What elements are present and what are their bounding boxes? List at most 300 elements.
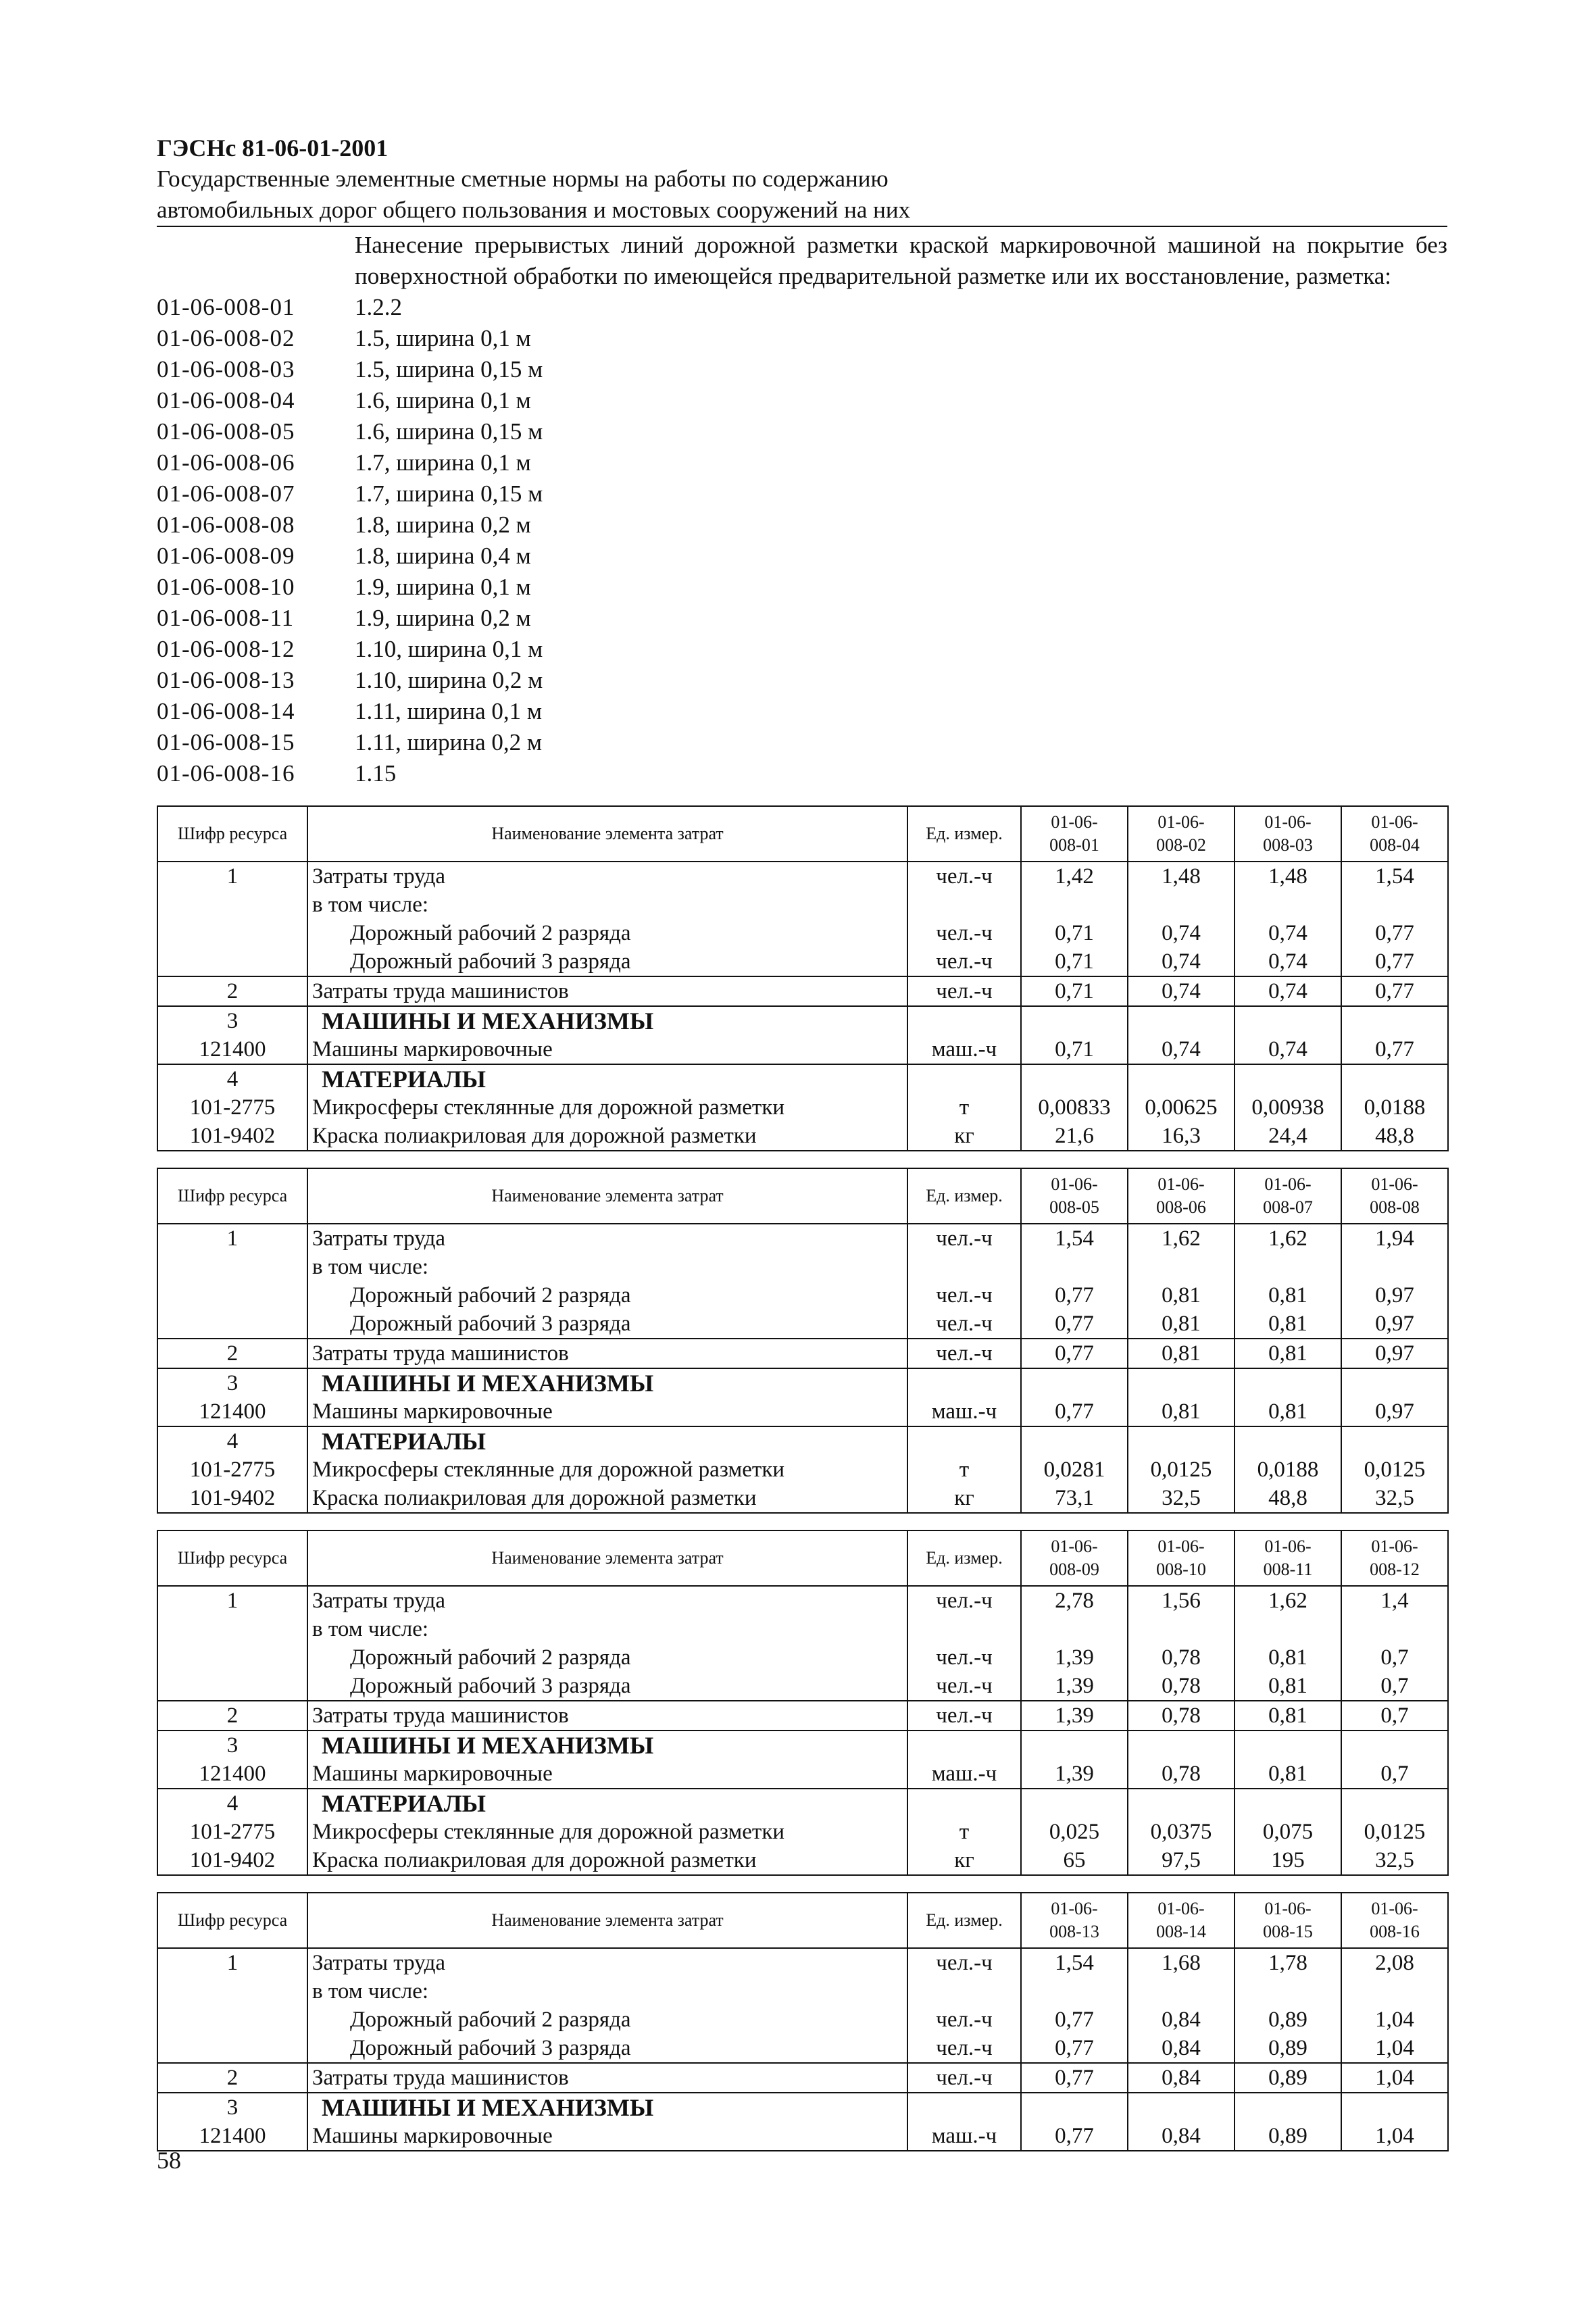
table-row (157, 1339, 1448, 1368)
header-resource-code: Шифр ресурса (157, 806, 307, 862)
unit: т (907, 1818, 1021, 1846)
norm-code: 01-06-008-10 (157, 574, 295, 600)
unit: маш.-ч (907, 1760, 1021, 1789)
unit (907, 1064, 1021, 1093)
resource-code: 1 (157, 1948, 307, 1977)
norm-value: 0,89 (1235, 2063, 1341, 2093)
norm-value: 0,075 (1235, 1818, 1341, 1846)
norm-value (1235, 1006, 1341, 1035)
resource-code (157, 1281, 307, 1310)
norm-value (1128, 1789, 1235, 1818)
norm-value: 0,025 (1021, 1818, 1128, 1846)
norm-value: 0,77 (1021, 2034, 1128, 2063)
unit: чел.-ч (907, 2034, 1021, 2063)
element-name: Дорожный рабочий 2 разряда (307, 2006, 907, 2034)
table-row (157, 2063, 1448, 2093)
table-header-row (157, 1893, 1448, 1948)
table-row (157, 1615, 1448, 1643)
unit: маш.-ч (907, 1397, 1021, 1426)
table-row (157, 1731, 1448, 1760)
element-name: МАТЕРИАЛЫ (307, 1789, 907, 1818)
norm-value: 0,77 (1021, 1281, 1128, 1310)
header-norm-code (1021, 1168, 1128, 1224)
table-header-row (157, 1530, 1448, 1586)
norm-value: 16,3 (1128, 1122, 1235, 1151)
norm-value: 0,74 (1128, 976, 1235, 1006)
norm-description: 1.6, ширина 0,15 м (355, 418, 543, 445)
norm-value: 65 (1021, 1846, 1128, 1875)
unit: чел.-ч (907, 1310, 1021, 1339)
norm-value: 21,6 (1021, 1122, 1128, 1151)
norm-value (1021, 1615, 1128, 1643)
table-header-row (157, 1168, 1448, 1224)
norm-value (1128, 2093, 1235, 2122)
norm-code-row (157, 354, 1447, 385)
norm-description: 1.5, ширина 0,15 м (355, 356, 543, 382)
norm-value: 0,00938 (1235, 1093, 1341, 1122)
norm-value: 0,74 (1235, 919, 1341, 947)
page-number: 58 (157, 2147, 181, 2174)
norm-value (1235, 1789, 1341, 1818)
header-element-name: Наименование элемента затрат (307, 806, 907, 862)
norm-value: 0,84 (1128, 2006, 1235, 2034)
norm-value: 0,89 (1235, 2122, 1341, 2151)
header-norm-code-line-2: 008-02 (1156, 835, 1206, 855)
norm-value: 0,84 (1128, 2122, 1235, 2151)
norm-value: 1,78 (1235, 1948, 1341, 1977)
table-row (157, 1977, 1448, 2006)
header-norm-code (1021, 1530, 1128, 1586)
table-row (157, 891, 1448, 919)
resource-code: 101-9402 (157, 1122, 307, 1151)
element-name: Дорожный рабочий 3 разряда (307, 2034, 907, 2063)
table-row (157, 1818, 1448, 1846)
norm-value (1021, 1789, 1128, 1818)
resource-code: 1 (157, 1586, 307, 1615)
header-norm-code (1128, 806, 1235, 862)
norm-value: 0,84 (1128, 2034, 1235, 2063)
element-name: в том числе: (307, 891, 907, 919)
resource-code: 2 (157, 2063, 307, 2093)
header-norm-code-line-2: 008-14 (1156, 1922, 1206, 1941)
element-name: МАШИНЫ И МЕХАНИЗМЫ (307, 1731, 907, 1760)
header-norm-code-line-2: 008-03 (1263, 835, 1313, 855)
norm-description: 1.2.2 (355, 294, 402, 320)
header-norm-code-line-2: 008-09 (1049, 1560, 1099, 1579)
norm-value (1235, 1064, 1341, 1093)
unit: кг (907, 1846, 1021, 1875)
norm-value: 0,77 (1341, 947, 1448, 976)
norm-value: 1,62 (1128, 1224, 1235, 1253)
element-name: Затраты труда (307, 1586, 907, 1615)
norm-value (1128, 1368, 1235, 1397)
element-name: Дорожный рабочий 2 разряда (307, 919, 907, 947)
norm-value (1341, 1615, 1448, 1643)
norm-value: 1,42 (1021, 862, 1128, 891)
document-code: ГЭСНс 81-06-01-2001 (157, 134, 389, 161)
norm-value (1235, 1615, 1341, 1643)
norm-code-row (157, 509, 1447, 541)
header-norm-code (1341, 806, 1448, 862)
resource-code (157, 1977, 307, 2006)
norm-value: 2,08 (1341, 1948, 1448, 1977)
norm-value: 0,97 (1341, 1310, 1448, 1339)
resource-table (157, 1168, 1449, 1514)
norm-value (1235, 1253, 1341, 1281)
table-row (157, 1368, 1448, 1397)
resource-code: 3 (157, 1006, 307, 1035)
norm-value (1021, 1368, 1128, 1397)
norm-value: 0,81 (1235, 1701, 1341, 1731)
norm-value (1341, 1977, 1448, 2006)
unit: кг (907, 1484, 1021, 1513)
header-norm-code-line-2: 008-12 (1370, 1560, 1420, 1579)
norm-value: 1,48 (1128, 862, 1235, 891)
norm-value (1341, 2093, 1448, 2122)
element-name: Краска полиакриловая для дорожной разметки (307, 1846, 907, 1875)
resource-code: 2 (157, 1701, 307, 1731)
norm-value (1128, 1064, 1235, 1093)
norm-value (1128, 1731, 1235, 1760)
norm-description: 1.6, ширина 0,1 м (355, 387, 531, 414)
header-norm-code-line-1: 01-06- (1371, 812, 1418, 832)
norm-value: 0,74 (1128, 1035, 1235, 1064)
norm-value: 97,5 (1128, 1846, 1235, 1875)
norm-value (1235, 2093, 1341, 2122)
element-name: Дорожный рабочий 3 разряда (307, 947, 907, 976)
norm-value: 0,7 (1341, 1760, 1448, 1789)
element-name: МАТЕРИАЛЫ (307, 1426, 907, 1455)
header-norm-code-line-2: 008-10 (1156, 1560, 1206, 1579)
norm-value: 0,0188 (1235, 1455, 1341, 1484)
element-name: Дорожный рабочий 2 разряда (307, 1643, 907, 1672)
element-name: Машины маркировочные (307, 1397, 907, 1426)
element-name: Машины маркировочные (307, 2122, 907, 2151)
norm-value (1128, 1006, 1235, 1035)
norm-description: 1.7, ширина 0,15 м (355, 480, 543, 507)
unit: кг (907, 1122, 1021, 1151)
resource-code: 2 (157, 976, 307, 1006)
norm-value: 0,74 (1235, 947, 1341, 976)
element-name: Краска полиакриловая для дорожной разметки (307, 1122, 907, 1151)
resource-code (157, 1643, 307, 1672)
header-norm-code-line-1: 01-06- (1157, 1537, 1205, 1556)
header-norm-code-line-2: 008-06 (1156, 1197, 1206, 1217)
resource-code (157, 2034, 307, 2063)
norm-value: 0,71 (1021, 976, 1128, 1006)
norm-value (1235, 891, 1341, 919)
norm-value: 1,54 (1021, 1948, 1128, 1977)
unit: маш.-ч (907, 1035, 1021, 1064)
resource-code: 1 (157, 1224, 307, 1253)
norm-code-row (157, 385, 1447, 416)
table-row (157, 1484, 1448, 1513)
norm-value: 0,71 (1021, 919, 1128, 947)
unit (907, 1368, 1021, 1397)
unit (907, 1789, 1021, 1818)
norm-value: 0,81 (1235, 1339, 1341, 1368)
header-norm-code-line-2: 008-15 (1263, 1922, 1313, 1941)
table-header-row (157, 806, 1448, 862)
element-name: МАШИНЫ И МЕХАНИЗМЫ (307, 2093, 907, 2122)
table-row (157, 1701, 1448, 1731)
norm-value: 0,0125 (1341, 1818, 1448, 1846)
unit (907, 891, 1021, 919)
resource-table (157, 1530, 1449, 1876)
norm-value: 0,77 (1021, 1310, 1128, 1339)
norm-value: 0,78 (1128, 1672, 1235, 1701)
header-norm-code-line-2: 008-04 (1370, 835, 1420, 855)
norm-value: 32,5 (1341, 1484, 1448, 1513)
norm-value: 0,89 (1235, 2006, 1341, 2034)
norm-code: 01-06-008-12 (157, 636, 295, 662)
resource-code (157, 919, 307, 947)
norm-value (1341, 1253, 1448, 1281)
table-row (157, 2122, 1448, 2151)
header-norm-code (1128, 1168, 1235, 1224)
norm-value: 0,00625 (1128, 1093, 1235, 1122)
norm-value: 0,78 (1128, 1760, 1235, 1789)
table-row (157, 1846, 1448, 1875)
norm-value: 0,77 (1021, 2063, 1128, 2093)
unit (907, 1426, 1021, 1455)
norm-code: 01-06-008-01 (157, 294, 295, 320)
element-name: Микросферы стеклянные для дорожной разметки (307, 1818, 907, 1846)
norm-value: 1,39 (1021, 1643, 1128, 1672)
header-norm-code (1235, 1530, 1341, 1586)
norm-value: 1,54 (1341, 862, 1448, 891)
unit: чел.-ч (907, 947, 1021, 976)
norm-description: 1.8, ширина 0,4 м (355, 543, 531, 569)
resource-tables (157, 805, 1447, 2151)
unit: т (907, 1455, 1021, 1484)
unit (907, 1006, 1021, 1035)
table-row (157, 1281, 1448, 1310)
table-row (157, 1064, 1448, 1093)
resource-code (157, 1672, 307, 1701)
header-norm-code-line-2: 008-01 (1049, 835, 1099, 855)
norm-code-row (157, 541, 1447, 572)
norm-value: 0,74 (1128, 919, 1235, 947)
norm-value: 73,1 (1021, 1484, 1128, 1513)
resource-code: 121400 (157, 1397, 307, 1426)
unit (907, 2093, 1021, 2122)
table-row (157, 1948, 1448, 1977)
header-norm-code (1235, 1168, 1341, 1224)
unit (907, 1615, 1021, 1643)
header-norm-code-line-1: 01-06- (1371, 1537, 1418, 1556)
table-row (157, 2006, 1448, 2034)
norm-value (1021, 1977, 1128, 2006)
header-norm-code-line-2: 008-05 (1049, 1197, 1099, 1217)
header-resource-code: Шифр ресурса (157, 1530, 307, 1586)
norm-value: 0,77 (1021, 2006, 1128, 2034)
element-name: Микросферы стеклянные для дорожной разметки (307, 1455, 907, 1484)
header-unit: Ед. измер. (907, 806, 1021, 862)
norm-value (1341, 1368, 1448, 1397)
norm-value: 0,71 (1021, 1035, 1128, 1064)
header-norm-code-line-1: 01-06- (1157, 1174, 1205, 1194)
element-name: Затраты труда (307, 1224, 907, 1253)
norm-value: 0,78 (1128, 1701, 1235, 1731)
norm-value: 1,04 (1341, 2034, 1448, 2063)
norm-value: 0,77 (1021, 1339, 1128, 1368)
norm-value: 0,81 (1235, 1281, 1341, 1310)
element-name: Затраты труда (307, 1948, 907, 1977)
unit: т (907, 1093, 1021, 1122)
norm-value: 0,97 (1341, 1339, 1448, 1368)
resource-code: 4 (157, 1789, 307, 1818)
header-norm-code-line-1: 01-06- (1051, 1174, 1098, 1194)
norm-value: 1,62 (1235, 1586, 1341, 1615)
table-row (157, 1122, 1448, 1151)
element-name: Краска полиакриловая для дорожной разметки (307, 1484, 907, 1513)
header-norm-code-line-1: 01-06- (1264, 1537, 1312, 1556)
norm-value: 1,68 (1128, 1948, 1235, 1977)
resource-code: 101-2775 (157, 1093, 307, 1122)
unit (907, 1977, 1021, 2006)
resource-code (157, 1615, 307, 1643)
header-norm-code (1128, 1530, 1235, 1586)
unit: чел.-ч (907, 2006, 1021, 2034)
norm-value (1341, 1006, 1448, 1035)
norm-value: 1,48 (1235, 862, 1341, 891)
header-norm-code (1235, 1893, 1341, 1948)
unit: чел.-ч (907, 1701, 1021, 1731)
table-row (157, 1006, 1448, 1035)
resource-code: 121400 (157, 1760, 307, 1789)
header-resource-code: Шифр ресурса (157, 1168, 307, 1224)
norm-value (1021, 891, 1128, 919)
resource-code (157, 1310, 307, 1339)
element-name: Дорожный рабочий 3 разряда (307, 1672, 907, 1701)
norm-description: 1.11, ширина 0,2 м (355, 729, 543, 755)
norm-description: 1.15 (355, 760, 397, 787)
norm-description: 1.10, ширина 0,1 м (355, 636, 543, 662)
norm-value: 1,39 (1021, 1701, 1128, 1731)
norm-code-row (157, 416, 1447, 447)
resource-code: 3 (157, 2093, 307, 2122)
norm-value: 1,04 (1341, 2063, 1448, 2093)
table-row (157, 947, 1448, 976)
norm-description: 1.5, ширина 0,1 м (355, 325, 531, 351)
norm-value: 1,4 (1341, 1586, 1448, 1615)
norm-value: 1,04 (1341, 2006, 1448, 2034)
header-norm-code-line-1: 01-06- (1371, 1899, 1418, 1918)
norm-code: 01-06-008-02 (157, 325, 295, 351)
element-name: МАТЕРИАЛЫ (307, 1064, 907, 1093)
header-norm-code (1021, 806, 1128, 862)
norm-value (1235, 1731, 1341, 1760)
norm-value (1235, 1426, 1341, 1455)
norm-code-row (157, 727, 1447, 758)
element-name: Затраты труда (307, 862, 907, 891)
norm-code-row (157, 634, 1447, 665)
unit: чел.-ч (907, 1643, 1021, 1672)
norm-value: 0,74 (1128, 947, 1235, 976)
header-unit: Ед. измер. (907, 1893, 1021, 1948)
norm-code: 01-06-008-15 (157, 729, 295, 755)
norm-value: 1,62 (1235, 1224, 1341, 1253)
table-row (157, 1035, 1448, 1064)
element-name: МАШИНЫ И МЕХАНИЗМЫ (307, 1006, 907, 1035)
document-title-line-1: Государственные элементные сметные нормы на работы по содержанию (157, 166, 889, 192)
norm-description: 1.7, ширина 0,1 м (355, 449, 531, 476)
norm-value: 0,74 (1235, 1035, 1341, 1064)
norm-code: 01-06-008-08 (157, 512, 295, 538)
header-norm-code-line-1: 01-06- (1157, 812, 1205, 832)
norm-value (1341, 891, 1448, 919)
table-row (157, 1397, 1448, 1426)
norm-value: 32,5 (1341, 1846, 1448, 1875)
norm-code: 01-06-008-14 (157, 698, 295, 724)
norm-value: 48,8 (1341, 1122, 1448, 1151)
table-row (157, 1789, 1448, 1818)
norm-value: 0,0188 (1341, 1093, 1448, 1122)
norm-description: 1.10, ширина 0,2 м (355, 667, 543, 693)
norm-value (1021, 1731, 1128, 1760)
unit (907, 1731, 1021, 1760)
norm-description: 1.9, ширина 0,1 м (355, 574, 531, 600)
norm-value: 1,04 (1341, 2122, 1448, 2151)
norm-description: 1.9, ширина 0,2 м (355, 605, 531, 631)
norm-value: 0,0125 (1341, 1455, 1448, 1484)
norm-description: 1.11, ширина 0,1 м (355, 698, 543, 724)
table-row (157, 1760, 1448, 1789)
norm-value: 0,81 (1128, 1339, 1235, 1368)
unit: чел.-ч (907, 1339, 1021, 1368)
element-name: Затраты труда машинистов (307, 1701, 907, 1731)
norm-value (1021, 1253, 1128, 1281)
norm-code-row (157, 665, 1447, 696)
header-norm-code-line-1: 01-06- (1264, 812, 1312, 832)
resource-code: 2 (157, 1339, 307, 1368)
table-row (157, 1253, 1448, 1281)
header-norm-code (1341, 1168, 1448, 1224)
norm-value: 1,39 (1021, 1760, 1128, 1789)
norm-code-row (157, 758, 1447, 789)
norm-code-row (157, 447, 1447, 478)
norm-code-row (157, 572, 1447, 603)
table-row (157, 1586, 1448, 1615)
norm-value (1341, 1731, 1448, 1760)
norm-value: 0,0281 (1021, 1455, 1128, 1484)
norm-value: 0,77 (1341, 919, 1448, 947)
document-title-line-2: автомобильных дорог общего пользования и мостовых сооружений на них (157, 195, 1447, 227)
section-intro: Нанесение прерывистых линий дорожной разметки краской маркировочной машиной на покрытие без поверхностной обработки по имеющейся предварительной разметке или их восстановление, разметка: (355, 232, 1447, 289)
norm-value: 1,54 (1021, 1224, 1128, 1253)
norm-value (1235, 1368, 1341, 1397)
table-row (157, 919, 1448, 947)
norm-code: 01-06-008-11 (157, 605, 295, 631)
resource-code: 101-2775 (157, 1818, 307, 1846)
unit: маш.-ч (907, 2122, 1021, 2151)
element-name: МАШИНЫ И МЕХАНИЗМЫ (307, 1368, 907, 1397)
norm-value (1021, 1064, 1128, 1093)
norm-code-row (157, 696, 1447, 727)
norm-value: 0,81 (1128, 1281, 1235, 1310)
norm-code: 01-06-008-04 (157, 387, 295, 414)
header-norm-code-line-1: 01-06- (1264, 1174, 1312, 1194)
element-name: Микросферы стеклянные для дорожной разметки (307, 1093, 907, 1122)
norm-value: 0,81 (1235, 1643, 1341, 1672)
element-name: Затраты труда машинистов (307, 976, 907, 1006)
norm-value (1021, 1006, 1128, 1035)
norm-code: 01-06-008-07 (157, 480, 295, 507)
norm-value: 0,0375 (1128, 1818, 1235, 1846)
header-norm-code (1021, 1893, 1128, 1948)
header-norm-code (1341, 1893, 1448, 1948)
